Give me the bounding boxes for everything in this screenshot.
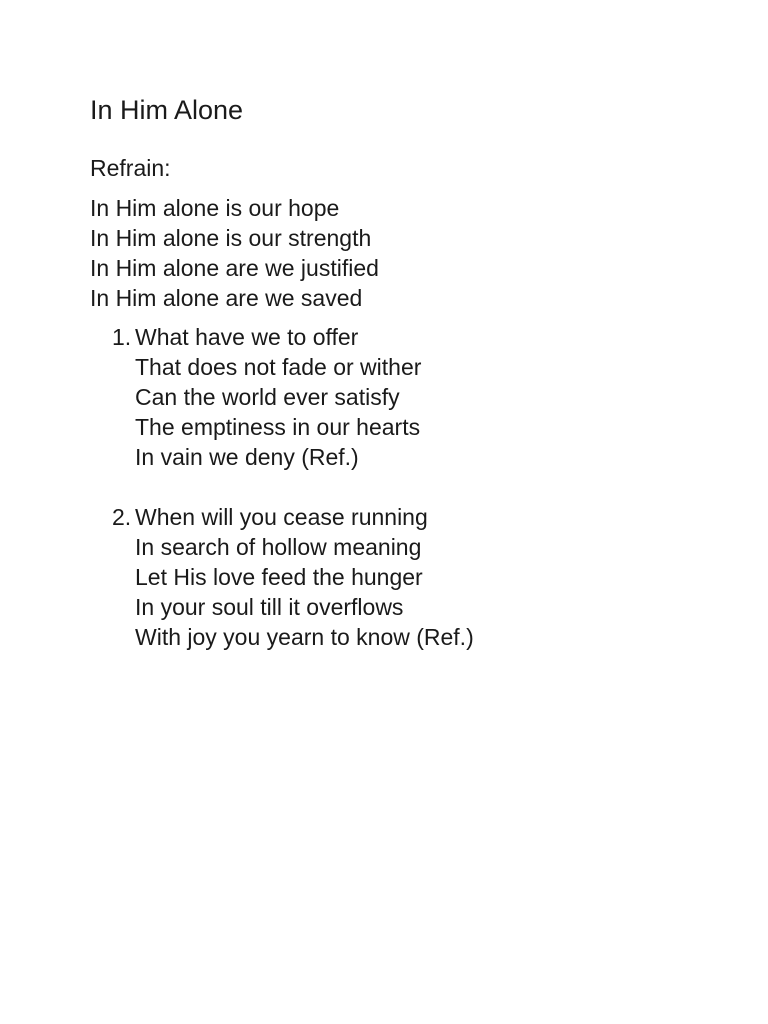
verse-line-text: Can the world ever satisfy <box>135 384 400 410</box>
refrain-line: In Him alone is our strength <box>90 225 372 251</box>
page-title: In Him Alone <box>90 95 244 125</box>
verse-number: 1. <box>112 324 132 350</box>
verse-line-text: In vain we deny (Ref.) <box>135 444 359 470</box>
verse-line-text: With joy you yearn to know (Ref.) <box>135 624 474 650</box>
verse-line-text: When will you cease running <box>135 504 428 530</box>
verse-line-text: What have we to offer <box>135 324 359 350</box>
verse-line-text: In your soul till it overflows <box>135 594 404 620</box>
verse-line-text: The emptiness in our hearts <box>135 414 421 440</box>
verse-line-text: That does not fade or wither <box>135 354 422 380</box>
refrain-label: Refrain: <box>90 155 171 181</box>
verse-number: 2. <box>112 504 132 530</box>
refrain-line: In Him alone are we justified <box>90 255 379 281</box>
verse-line-text: Let His love feed the hunger <box>135 564 423 590</box>
refrain-line: In Him alone is our hope <box>90 195 340 221</box>
refrain-block <box>90 193 379 313</box>
verse-line-text: In search of hollow meaning <box>135 534 422 560</box>
refrain-line: In Him alone are we saved <box>90 285 363 311</box>
